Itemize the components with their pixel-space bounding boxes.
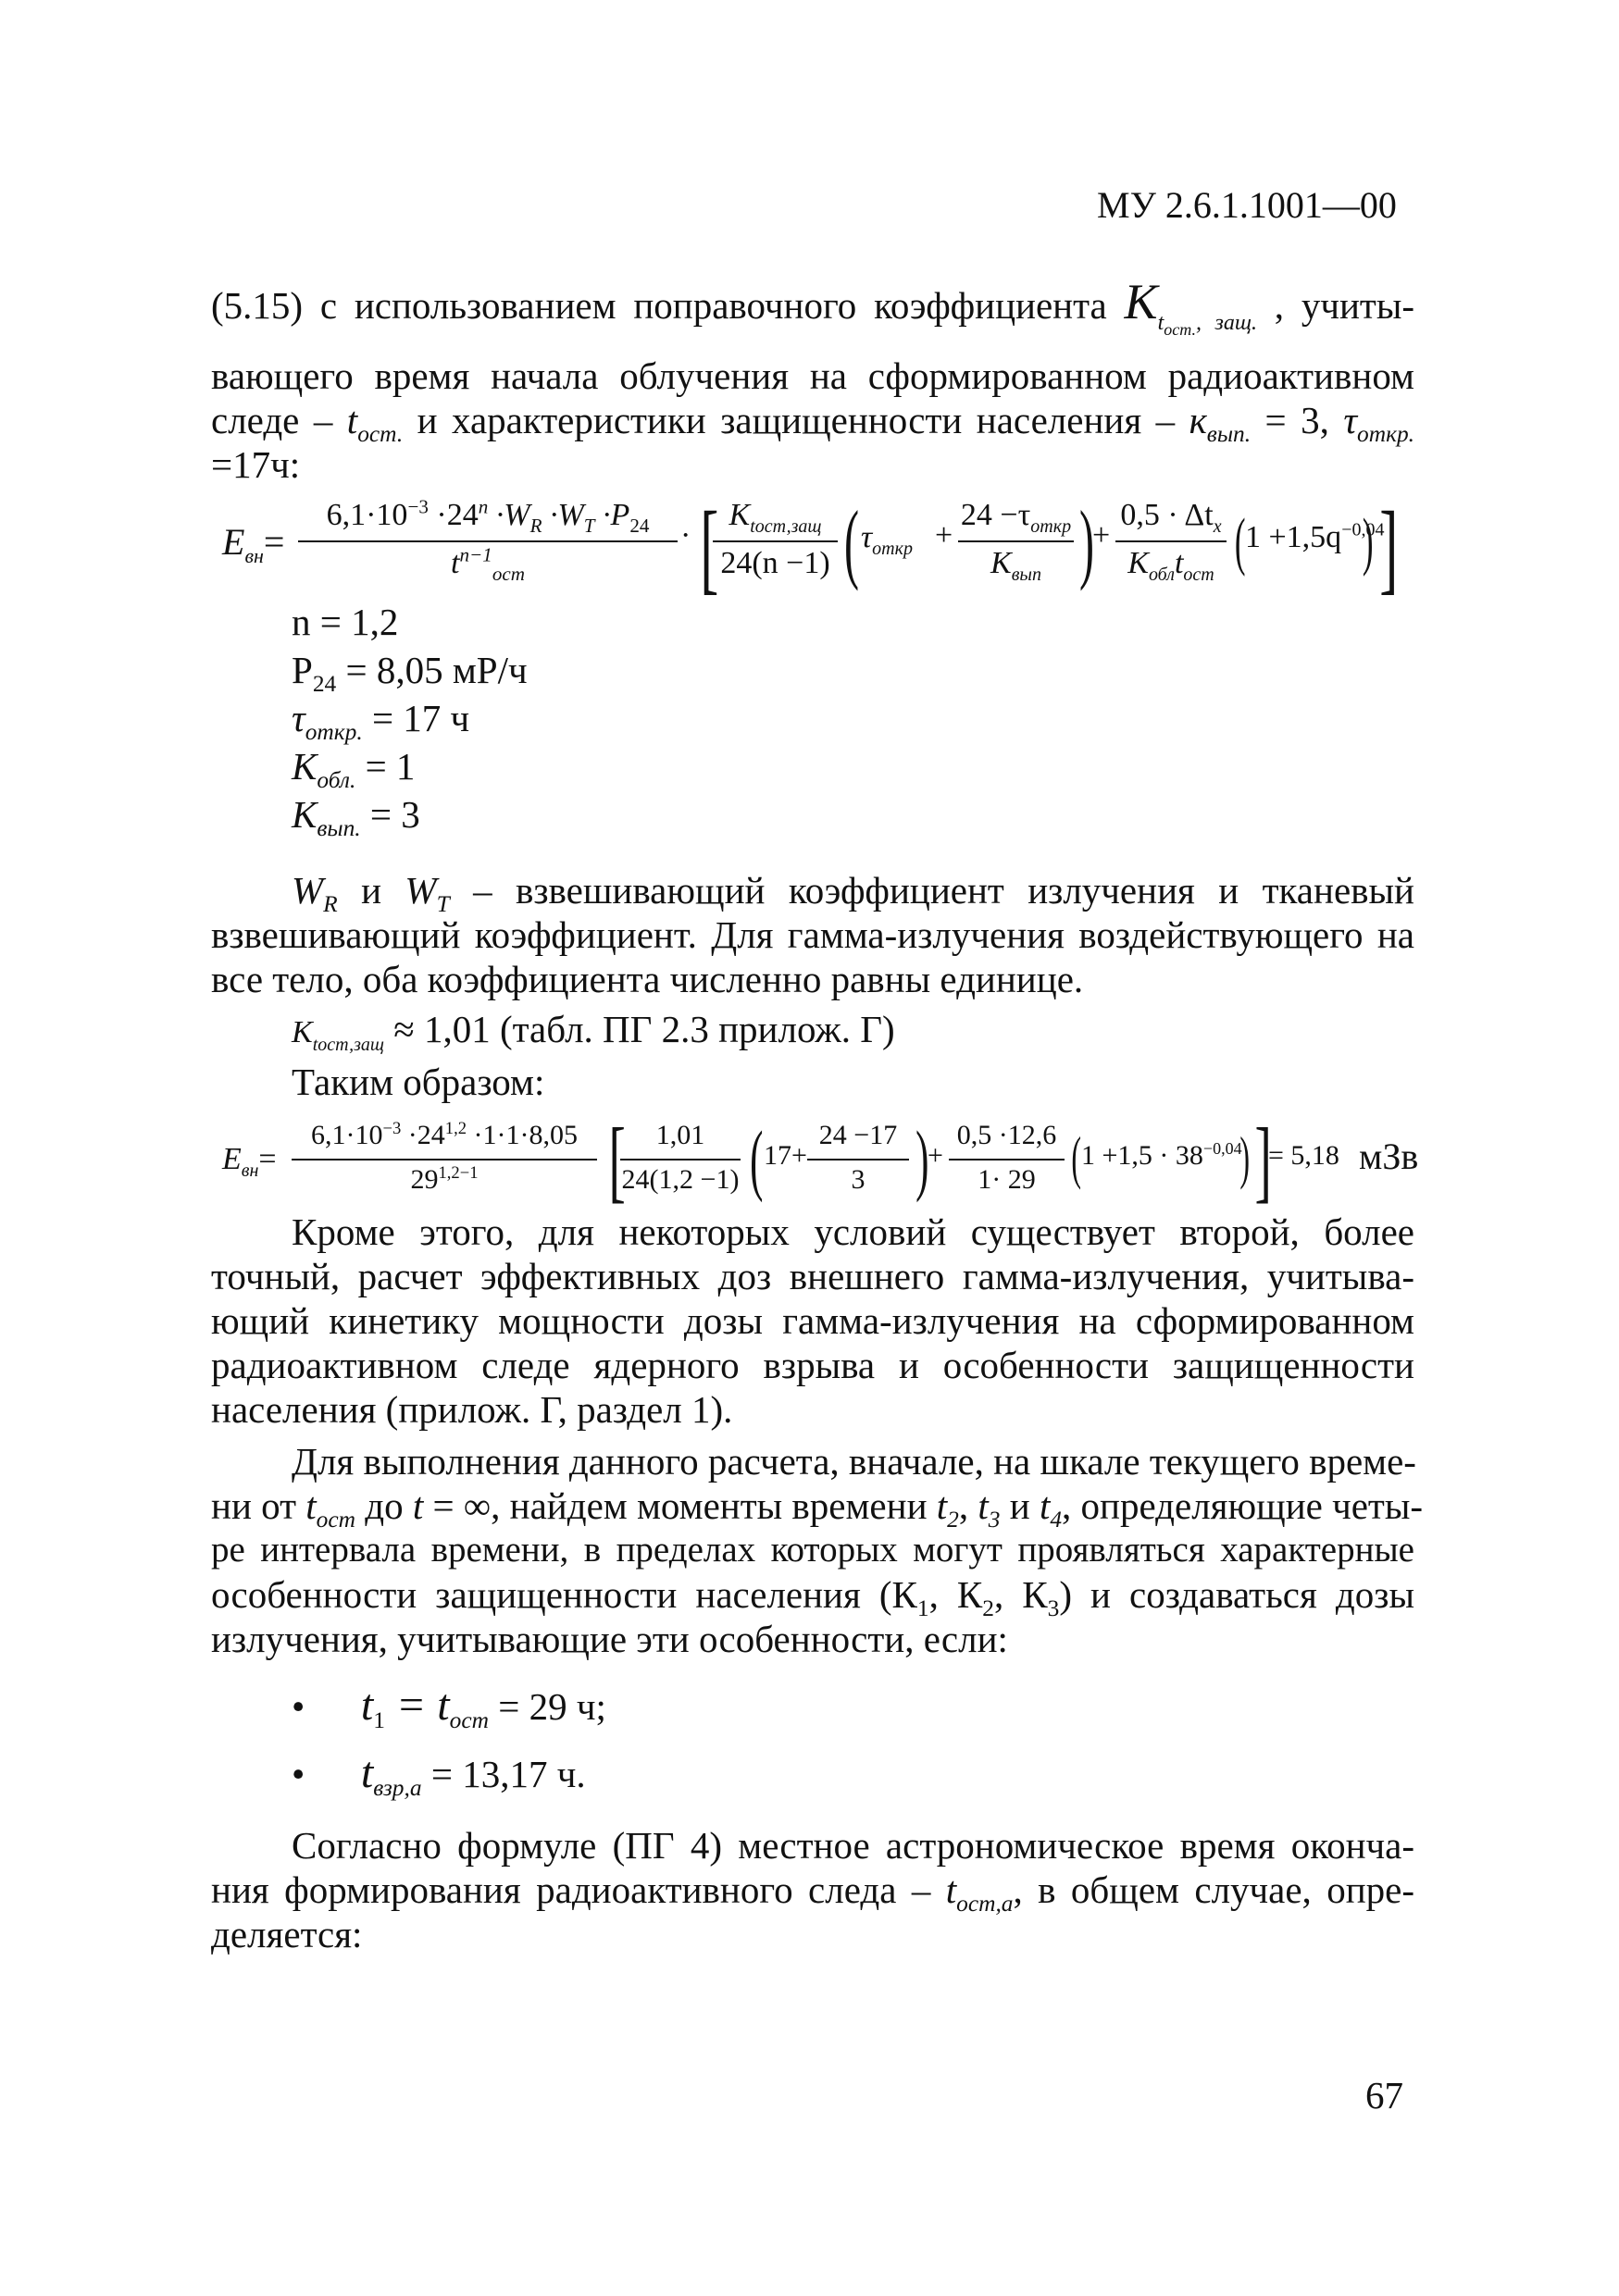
f1-tail: $1 +1,5q^{-0,04}$ [1245, 519, 1385, 554]
k-value-line: $K_{tост,защ} \approx 1,01$ (табл. ПГ 2.3 прилож. Г) [292, 1008, 895, 1056]
para2-line-2: точный, расчет эффективных доз внешнего гамма-излучения, учитыва- [211, 1255, 1414, 1297]
f2-f3-bar [949, 1159, 1065, 1160]
para3-line-3: ре интервала времени, в пределах которых могут проявляться характерные [211, 1530, 1414, 1570]
f1-f2-den: $K_{вып}$ [990, 546, 1041, 585]
f2-close-paren: ) [915, 1114, 929, 1203]
f2-close-square-bracket: ] [1254, 1109, 1272, 1211]
f2-open-paren: ( [750, 1114, 764, 1203]
weights-line-3: все тело, оба коэффициента численно равны единице. [211, 958, 1084, 1000]
f1-close-square-bracket: ] [1379, 490, 1399, 603]
f2-f1-num: 1,01 [655, 1120, 705, 1150]
intro-text-end: , учиты- [1274, 284, 1415, 327]
f1-close-paren-2: ) [1362, 506, 1374, 577]
f2-open-square-bracket: [ [608, 1109, 626, 1211]
f1-f3-bar [1115, 540, 1227, 542]
weights-line-1: $W_R$ и $W_T$ – взвешивающий коэффициент излучения и тканевый [292, 869, 1414, 918]
intro-line-1 [211, 274, 1415, 339]
f1-open-paren: ( [843, 492, 859, 591]
f1-k-bar [713, 540, 838, 542]
k-symbol: $K_{t_{ост.}, защ.}$ [1124, 274, 1257, 339]
para4-line-3: деляется: [211, 1913, 363, 1955]
param-k-obl: $K_{обл.} = 1$ [292, 745, 416, 794]
f2-result: = 5,18 [1268, 1140, 1339, 1171]
f2-main-bar [292, 1159, 597, 1160]
para4-line-1: Согласно формуле (ПГ 4) местное астрономическое время оконча- [292, 1824, 1414, 1867]
f1-numerator: $6,1\cdot 10^{-3} \cdot 24^n \cdot W_R \cdot W_T \cdot P_{24}$ [326, 495, 650, 537]
thus-label: Таким образом: [292, 1061, 545, 1103]
f2-17-plus: 17+ [764, 1140, 807, 1171]
f1-open-square-bracket: [ [700, 490, 719, 603]
f2-denominator: $29^{1,2-1}$ [410, 1163, 479, 1195]
intro-line-4: =17ч: [211, 443, 301, 486]
f2-f1-den: 24(1,2 −1) [621, 1164, 740, 1195]
f1-f3-num: $0,5 \cdot \Delta t_x$ [1120, 498, 1222, 537]
param-tau: $\tau_{откр.} = 17$ ч [292, 697, 470, 746]
f2-tail: $1 +1,5 \cdot 38^{-0,04}$ [1081, 1139, 1242, 1171]
para3-line-5: излучения, учитывающие эти особенности, если: [211, 1618, 1008, 1660]
f1-open-paren-2: ( [1234, 506, 1246, 577]
f1-f2-num: $24 -\tau_{откр}$ [960, 498, 1072, 537]
f2-unit: мЗв [1359, 1136, 1419, 1177]
weights-line-2: взвешивающий коэффициент. Для гамма-излучения воздействующего на [211, 913, 1414, 956]
intro-text: (5.15) с использованием поправочного коэффициента [211, 284, 1107, 327]
f1-dot: · [680, 518, 691, 552]
intro-line-2: вающего время начала облучения на сформированном радиоактивном [211, 354, 1414, 397]
f2-f2-bar [807, 1159, 909, 1160]
f2-lhs: $E_{вн}=$ [222, 1142, 277, 1181]
para3-line-2: ни от $t_{ост}$ до t = ∞, найдем моменты времени $t_2$, $t_3$ и $t_4$, определяющие четы- [211, 1484, 1424, 1533]
f1-k-den: 24(n −1) [720, 546, 830, 580]
document-code: МУ 2.6.1.1001—00 [1097, 184, 1397, 226]
intro-line-3: следе – $t_{ост.}$ и характеристики защищенности населения – $к_{вып.} = 3$, $\tau_{откр.}$ [211, 399, 1415, 448]
param-k-vyp: $K_{вып.} = 3$ [292, 793, 420, 842]
f2-open-paren-2: ( [1071, 1124, 1081, 1190]
f2-f3-den: 1· 29 [978, 1164, 1036, 1195]
bullet-item-2: • $t_{взр,а} = 13,17$ ч. [292, 1748, 586, 1802]
f1-k-num: $K_{tост,защ}$ [729, 498, 822, 537]
para4-line-2: ния формирования радиоактивного следа – $t_{ост,а}$, в общем случае, опре- [211, 1868, 1414, 1917]
para2-line-5: населения (прилож. Г, раздел 1). [211, 1388, 733, 1431]
f1-tau: $\tau_{откр}$ [861, 520, 913, 559]
f2-f1-bar [620, 1159, 741, 1160]
f1-f3-den: $K_{обл}t_{ост}$ [1127, 546, 1214, 585]
page-number: 67 [1365, 2074, 1403, 2116]
f1-plus-2: + [1092, 518, 1111, 552]
f2-numerator: $6,1\cdot 10^{-3} \cdot 24^{1,2} \cdot 1\cdot 1\cdot 8,05$ [310, 1119, 579, 1150]
f1-main-bar [298, 540, 678, 542]
f2-plus: + [928, 1140, 943, 1171]
f1-close-paren: ) [1078, 492, 1094, 591]
param-p24: $P_{24} = 8,05$ мР/ч [292, 649, 528, 698]
f2-f2-den: 3 [851, 1164, 866, 1195]
bullet-icon: • [292, 1753, 305, 1795]
para2-line-1: Кроме этого, для некоторых условий существует второй, более [292, 1210, 1414, 1253]
bullet-item-1: • $t_1 = t_{ост} = 29$ ч; [292, 1681, 606, 1734]
para3-line-1: Для выполнения данного расчета, вначале, на шкале текущего време- [292, 1440, 1416, 1483]
f1-f2-bar [958, 540, 1074, 542]
f1-plus: + [935, 518, 953, 552]
para3-line-4: особенности защищенности населения ($К_1$, $К_2$, $К_3$) и создаваться дозы [211, 1573, 1414, 1622]
bullet-icon: • [292, 1685, 305, 1728]
param-n: n = 1,2 [292, 601, 399, 643]
f2-close-paren-2: ) [1239, 1124, 1250, 1190]
f2-f3-num: 0,5 ·12,6 [956, 1120, 1057, 1150]
para2-line-4: радиоактивном следе ядерного взрыва и особенности защищенности [211, 1344, 1414, 1386]
f1-lhs: $E_{вн}=$ [222, 521, 285, 567]
para2-line-3: ющий кинетику мощности дозы гамма-излучения на сформированном [211, 1299, 1414, 1342]
f1-denominator: $t^{n-1}_{ост}$ [451, 543, 525, 585]
f2-f2-num: 24 −17 [818, 1120, 898, 1150]
